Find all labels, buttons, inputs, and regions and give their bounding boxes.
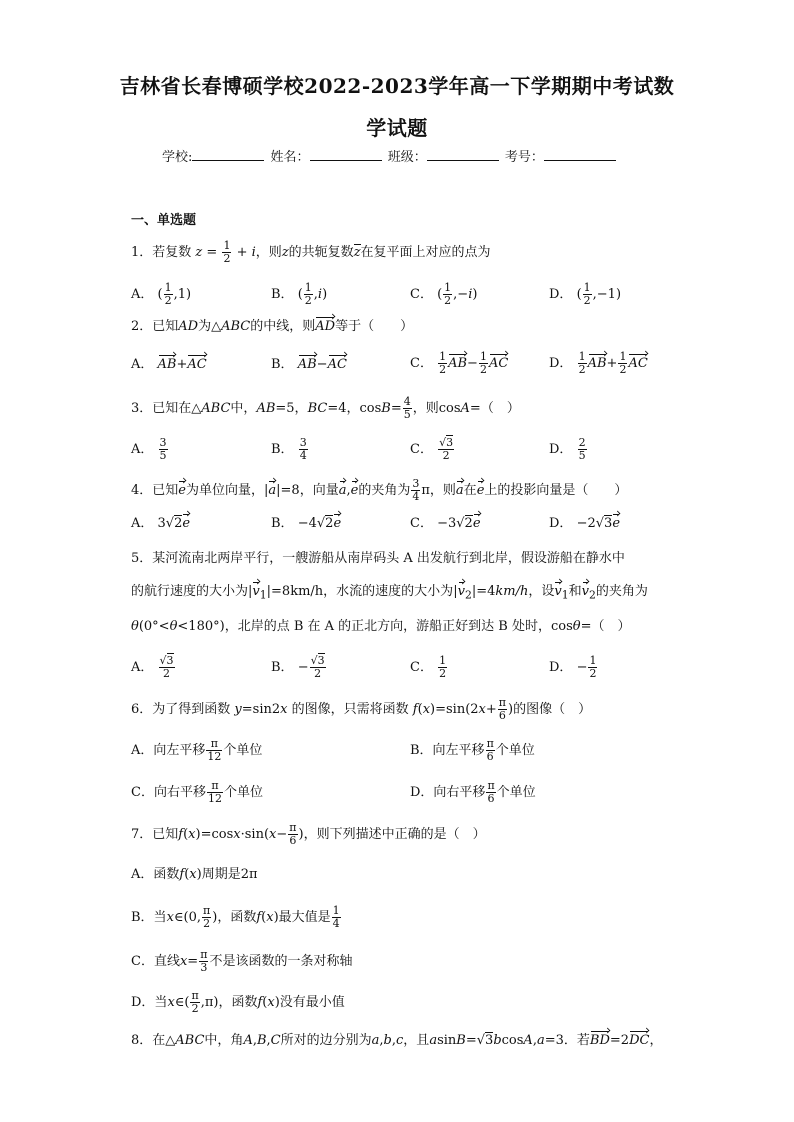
section-heading: 一、单选题 [131, 213, 197, 228]
q5-option-b[interactable]: B． − $\frac{√3}{2}$ [271, 654, 325, 680]
q5-option-d[interactable]: D． − $\frac{1}{2}$ [549, 654, 597, 680]
q2-option-a[interactable]: A． AB+AC [131, 357, 207, 372]
q1-option-b[interactable]: B． ( $\frac{1}{2}$ ,i) [271, 281, 328, 307]
question-8-stem: 8．在△ABC中，角A,B,C所对的边分别为a,b,c，且asinB=√3bcosA,a=3．若BD=2DC， [131, 1033, 663, 1048]
number-blank[interactable] [544, 148, 616, 161]
q4-option-b[interactable]: B． −4√2e [271, 516, 342, 531]
question-1-stem: 1．若复数 z = $\frac{1}{2}$ + i，则z的共轭复数z在复平面上对应的点为 [131, 239, 491, 265]
class-label: 班级： [387, 150, 427, 165]
q6-option-b[interactable]: B．向左平移 $\frac{\pi}{6}$ 个单位 [410, 737, 535, 763]
q1-option-c[interactable]: C． ( $\frac{1}{2}$ ,−i) [410, 281, 478, 307]
q7-option-c[interactable]: C．直线x= $\frac{\pi}{3}$ 不是该函数的一条对称轴 [131, 948, 353, 974]
exam-title-line2: 学试题 [366, 116, 428, 140]
q3-option-b[interactable]: B． $\frac{3}{4}$ [271, 436, 307, 462]
exam-title-line1: 吉林省长春博硕学校2022-2023学年高一下学期期中考试数 [119, 74, 675, 98]
q7-option-d[interactable]: D．当x∈( $\frac{\pi}{2}$ ,π)，函数f(x)没有最小值 [131, 989, 345, 1015]
question-3-stem: 3．已知在△ABC中，AB=5，BC=4，cosB= $\frac{4}{5}$ ，则cosA=（ ） [131, 395, 520, 421]
q7-option-a[interactable]: A．函数f(x)周期是2π [131, 867, 258, 882]
name-label: 姓名： [270, 150, 310, 165]
school-label: 学校: [162, 150, 193, 165]
class-blank[interactable] [427, 148, 499, 161]
question-2-stem: 2．已知AD为△ABC的中线，则AD等于（ ） [131, 319, 414, 334]
question-6-stem: 6．为了得到函数 y=sin2x 的图像，只需将函数 f(x)=sin(2x+ $\frac{\pi}{6}$ )的图像（ ） [131, 696, 592, 722]
q2-option-c[interactable]: C． $\frac{1}{2}$ AB− $\frac{1}{2}$ AC [410, 350, 509, 376]
question-4-stem: 4．已知e为单位向量，|a|=8，向量a,e的夹角为 $\frac{3}{4}$ π，则a在e上的投影向量是（ ） [131, 477, 628, 503]
q2-option-b[interactable]: B． AB−AC [271, 357, 347, 372]
q6-option-c[interactable]: C．向右平移 $\frac{\pi}{12}$ 个单位 [131, 779, 263, 805]
name-blank[interactable] [310, 148, 382, 161]
q4-option-c[interactable]: C． −3√2e [410, 516, 481, 531]
q3-option-c[interactable]: C． $\frac{√3}{2}$ [410, 436, 454, 462]
question-5-line1: 5．某河流南北两岸平行，一艘游船从南岸码头 A 出发航行到北岸，假设游船在静水中 [131, 551, 625, 566]
question-5-line3: θ(0°<θ<180°)，北岸的点 B 在 A 的正北方向，游船正好到达 B 处时，cosθ=（ ） [131, 619, 631, 634]
q7-option-b[interactable]: B．当x∈(0, $\frac{\pi}{2}$ )，函数f(x)最大值是 $\frac{1}{4}$ [131, 904, 340, 930]
question-7-stem: 7．已知f(x)=cosx·sin(x− $\frac{\pi}{6}$ )，则下列描述中正确的是（ ） [131, 821, 486, 847]
q3-option-d[interactable]: D． $\frac{2}{5}$ [549, 436, 586, 462]
question-5-line2: 的航行速度的大小为$|v_1|=8km/h$，水流的速度的大小为$|v_2|=4km/h$，设$v_1$和$v_2$的夹角为 [131, 584, 648, 602]
number-label: 考号： [504, 150, 544, 165]
q2-option-d[interactable]: D． $\frac{1}{2}$ AB+ $\frac{1}{2}$ AC [549, 350, 648, 376]
q1-option-d[interactable]: D． ( $\frac{1}{2}$ ,−1) [549, 281, 622, 307]
q1-option-a[interactable]: A． ( $\frac{1}{2}$ ,1) [131, 281, 192, 307]
q5-option-c[interactable]: C． $\frac{1}{2}$ [410, 654, 447, 680]
q6-option-d[interactable]: D．向右平移 $\frac{\pi}{6}$ 个单位 [410, 779, 536, 805]
q6-option-a[interactable]: A．向左平移 $\frac{\pi}{12}$ 个单位 [131, 737, 263, 763]
q4-option-a[interactable]: A． 3√2e [131, 516, 191, 531]
school-blank[interactable] [192, 148, 264, 161]
q3-option-a[interactable]: A． $\frac{3}{5}$ [131, 436, 167, 462]
q5-option-a[interactable]: A． $\frac{√3}{2}$ [131, 654, 174, 680]
q4-option-d[interactable]: D． −2√3e [549, 516, 621, 531]
student-info-row [162, 146, 618, 165]
